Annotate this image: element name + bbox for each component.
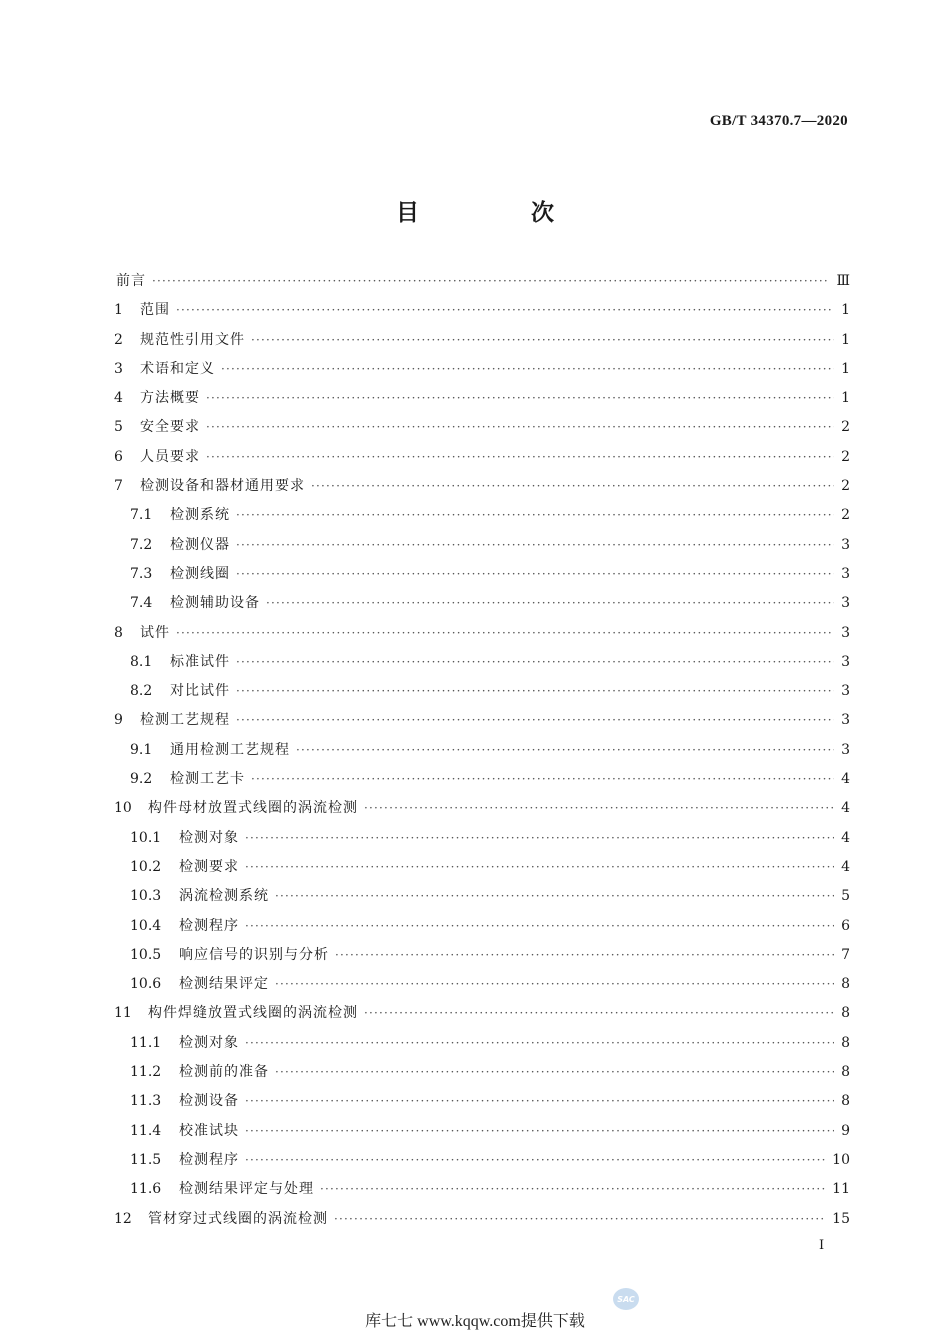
toc-entry-label: 前言 <box>116 273 146 289</box>
toc-entry-label: 检测对象 <box>179 1034 239 1051</box>
toc-entry-page: 8 <box>841 976 850 993</box>
toc-entry-number: 11.1 <box>130 1034 162 1051</box>
toc-leader-dots <box>245 1094 834 1108</box>
toc-entry-page: 3 <box>841 595 850 612</box>
toc-leader-dots <box>245 919 834 933</box>
toc-leader-dots <box>236 508 834 522</box>
toc-entry[interactable] <box>114 504 850 533</box>
toc-entry-label: 管材穿过式线圈的涡流检测 <box>148 1210 328 1227</box>
page-folio: I <box>819 1238 825 1253</box>
toc-entry-number: 10.5 <box>130 946 162 963</box>
toc-leader-dots <box>311 479 834 493</box>
toc-entry[interactable] <box>114 1090 850 1119</box>
toc-leader-dots <box>251 333 834 347</box>
toc-leader-dots <box>245 831 834 845</box>
table-of-contents <box>114 270 850 1237</box>
toc-leader-dots <box>245 860 834 874</box>
toc-entry[interactable] <box>114 709 850 738</box>
toc-entry-number: 8 <box>114 624 123 641</box>
toc-entry-label: 校准试块 <box>179 1122 239 1139</box>
toc-entry-label: 涡流检测系统 <box>179 888 269 905</box>
toc-entry[interactable] <box>114 680 850 709</box>
toc-entry[interactable] <box>114 622 850 651</box>
toc-entry-number: 10.2 <box>130 858 162 875</box>
toc-entry-label: 检测前的准备 <box>179 1064 269 1081</box>
toc-entry-page: 4 <box>841 858 850 875</box>
toc-entry[interactable] <box>114 446 850 475</box>
toc-entry-label: 检测要求 <box>179 858 239 875</box>
toc-entry-page: 2 <box>841 448 850 465</box>
toc-entry-number: 7.2 <box>130 536 153 553</box>
toc-leader-dots <box>206 450 834 464</box>
toc-entry-page: 8 <box>841 1005 850 1022</box>
toc-entry-page: 8 <box>841 1064 850 1081</box>
toc-entry-label: 检测工艺卡 <box>170 771 245 788</box>
toc-entry-label: 检测线圈 <box>170 565 230 582</box>
toc-entry-page: 7 <box>841 946 850 963</box>
toc-leader-dots <box>251 772 834 786</box>
toc-entry[interactable] <box>114 797 850 826</box>
toc-entry-page: 15 <box>832 1210 850 1227</box>
toc-leader-dots <box>245 1124 834 1138</box>
toc-leader-dots <box>206 420 834 434</box>
toc-entry-page: 2 <box>841 419 850 436</box>
toc-entry-page: 4 <box>841 771 850 788</box>
toc-entry-number: 8.2 <box>130 683 153 700</box>
toc-entry-label: 范围 <box>140 302 170 319</box>
toc-entry-number: 5 <box>114 419 123 436</box>
toc-entry[interactable] <box>114 1120 850 1149</box>
toc-entry-number: 10 <box>114 800 132 817</box>
toc-leader-dots <box>236 538 834 552</box>
toc-entry[interactable] <box>114 416 850 445</box>
toc-entry-label: 对比试件 <box>170 683 230 700</box>
toc-entry-label: 安全要求 <box>140 419 200 436</box>
toc-entry-page: 3 <box>841 536 850 553</box>
toc-entry-label: 规范性引用文件 <box>140 331 245 348</box>
toc-entry[interactable] <box>114 1002 850 1031</box>
toc-entry[interactable] <box>114 592 850 621</box>
toc-entry[interactable] <box>114 358 850 387</box>
toc-entry-label: 构件焊缝放置式线圈的涡流检测 <box>148 1005 358 1022</box>
toc-entry-page: 10 <box>832 1151 850 1168</box>
toc-leader-dots <box>221 362 834 376</box>
toc-entry-number: 11.2 <box>130 1064 162 1081</box>
toc-entry-number: 7.4 <box>130 595 153 612</box>
toc-entry-number: 11.3 <box>130 1093 162 1110</box>
toc-leader-dots <box>275 977 834 991</box>
toc-entry-page: 4 <box>841 829 850 846</box>
toc-entry-page: Ⅲ <box>836 273 850 289</box>
toc-leader-dots <box>152 274 830 288</box>
toc-entry[interactable] <box>114 563 850 592</box>
toc-entry-number: 10.4 <box>130 917 162 934</box>
toc-entry[interactable] <box>114 1208 850 1237</box>
toc-entry-number: 4 <box>114 390 123 407</box>
toc-leader-dots <box>320 1182 826 1196</box>
toc-entry-page: 2 <box>841 507 850 524</box>
toc-entry-number: 3 <box>114 360 123 377</box>
toc-entry-number: 9 <box>114 712 123 729</box>
toc-entry[interactable] <box>114 1149 850 1178</box>
toc-leader-dots <box>364 1006 834 1020</box>
toc-entry-label: 检测设备和器材通用要求 <box>140 478 305 495</box>
toc-entry-number: 12 <box>114 1210 132 1227</box>
toc-leader-dots <box>364 801 834 815</box>
toc-leader-dots <box>245 1036 834 1050</box>
toc-leader-dots <box>236 713 834 727</box>
toc-entry-label: 检测对象 <box>179 829 239 846</box>
toc-entry-number: 8.1 <box>130 653 153 670</box>
toc-entry-page: 1 <box>841 302 850 319</box>
toc-entry-number: 11.5 <box>130 1151 162 1168</box>
toc-entry[interactable] <box>114 651 850 680</box>
toc-entry-number: 11.6 <box>130 1181 162 1198</box>
toc-entry[interactable] <box>114 827 850 856</box>
toc-entry-number: 7.3 <box>130 565 153 582</box>
toc-entry-label: 检测辅助设备 <box>170 595 260 612</box>
toc-entry[interactable] <box>114 329 850 358</box>
toc-leader-dots <box>335 948 834 962</box>
toc-entry-label: 检测程序 <box>179 917 239 934</box>
toc-entry-number: 9.1 <box>130 741 153 758</box>
standard-code: GB/T 34370.7—2020 <box>709 113 848 129</box>
toc-entry[interactable] <box>114 915 850 944</box>
toc-entry-page: 3 <box>841 624 850 641</box>
toc-entry[interactable] <box>114 973 850 1002</box>
download-watermark: 库七七 www.kqqw.com提供下载 <box>365 1313 585 1330</box>
toc-entry-label: 响应信号的识别与分析 <box>179 946 329 963</box>
toc-entry-label: 检测工艺规程 <box>140 712 230 729</box>
toc-entry-label: 标准试件 <box>170 653 230 670</box>
page-title: 目 次 <box>395 200 606 226</box>
toc-entry-label: 术语和定义 <box>140 360 215 377</box>
toc-entry[interactable] <box>114 1032 850 1061</box>
toc-entry-label: 方法概要 <box>140 390 200 407</box>
toc-entry[interactable] <box>114 1061 850 1090</box>
toc-entry-number: 10.3 <box>130 888 162 905</box>
toc-entry-label: 通用检测工艺规程 <box>170 741 290 758</box>
toc-entry[interactable] <box>114 387 850 416</box>
toc-entry-page: 3 <box>841 565 850 582</box>
toc-entry-page: 3 <box>841 741 850 758</box>
toc-entry[interactable] <box>114 885 850 914</box>
toc-entry-page: 3 <box>841 712 850 729</box>
toc-entry[interactable] <box>114 299 850 328</box>
toc-entry-page: 11 <box>832 1181 850 1198</box>
toc-leader-dots <box>176 303 834 317</box>
toc-entry-number: 7.1 <box>130 507 153 524</box>
toc-entry-label: 人员要求 <box>140 448 200 465</box>
toc-entry-number: 2 <box>114 331 123 348</box>
toc-entry-page: 2 <box>841 478 850 495</box>
toc-entry[interactable] <box>114 768 850 797</box>
toc-leader-dots <box>236 684 834 698</box>
toc-entry-page: 8 <box>841 1093 850 1110</box>
toc-entry-number: 10.1 <box>130 829 162 846</box>
toc-entry[interactable] <box>114 856 850 885</box>
toc-entry-page: 8 <box>841 1034 850 1051</box>
toc-entry-page: 9 <box>841 1122 850 1139</box>
toc-entry-number: 7 <box>114 478 123 495</box>
toc-leader-dots <box>236 567 834 581</box>
toc-entry[interactable] <box>114 739 850 768</box>
toc-entry[interactable] <box>114 534 850 563</box>
toc-entry-label: 检测系统 <box>170 507 230 524</box>
toc-entry-label: 检测设备 <box>179 1093 239 1110</box>
toc-entry-label: 试件 <box>140 624 170 641</box>
toc-entry-page: 1 <box>841 360 850 377</box>
toc-entry-label: 检测结果评定 <box>179 976 269 993</box>
toc-entry-number: 6 <box>114 448 123 465</box>
toc-entry-number: 9.2 <box>130 771 153 788</box>
toc-leader-dots <box>275 889 834 903</box>
toc-leader-dots <box>206 391 834 405</box>
toc-leader-dots <box>236 655 834 669</box>
toc-leader-dots <box>296 743 834 757</box>
toc-entry[interactable] <box>114 1178 850 1207</box>
toc-leader-dots <box>176 626 834 640</box>
toc-entry-number: 11 <box>114 1005 132 1022</box>
sac-logo-icon: SAC <box>613 1288 639 1310</box>
toc-entry-number: 10.6 <box>130 976 162 993</box>
toc-leader-dots <box>245 1153 826 1167</box>
toc-leader-dots <box>266 596 834 610</box>
toc-entry-page: 3 <box>841 683 850 700</box>
toc-entry[interactable] <box>114 475 850 504</box>
toc-leader-dots <box>334 1212 826 1226</box>
toc-entry-page: 4 <box>841 800 850 817</box>
toc-entry-page: 5 <box>841 888 850 905</box>
toc-entry[interactable] <box>114 944 850 973</box>
toc-entry-page: 6 <box>841 917 850 934</box>
toc-entry-page: 3 <box>841 653 850 670</box>
toc-entry-page: 1 <box>841 390 850 407</box>
toc-entry[interactable] <box>114 270 850 299</box>
toc-entry-number: 1 <box>114 302 123 319</box>
toc-entry-label: 构件母材放置式线圈的涡流检测 <box>148 800 358 817</box>
toc-entry-page: 1 <box>841 331 850 348</box>
toc-entry-label: 检测程序 <box>179 1151 239 1168</box>
toc-entry-number: 11.4 <box>130 1122 162 1139</box>
toc-leader-dots <box>275 1065 834 1079</box>
toc-entry-label: 检测仪器 <box>170 536 230 553</box>
toc-entry-label: 检测结果评定与处理 <box>179 1181 314 1198</box>
